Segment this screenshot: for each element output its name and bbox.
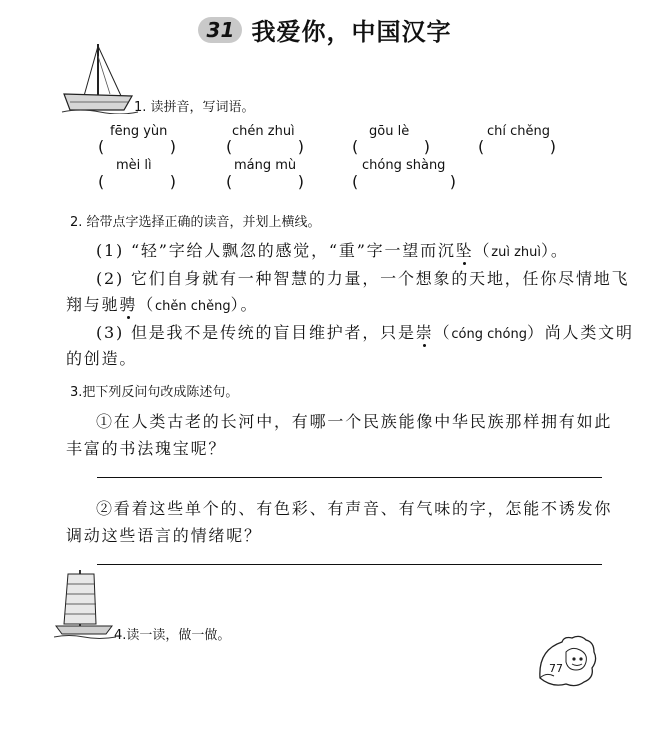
answer-box-1[interactable]: ( )	[98, 137, 176, 156]
pinyin-7: chóng shàng	[362, 158, 446, 173]
answer-line-2[interactable]	[97, 564, 602, 565]
q2-sentence-1: (1) “轻”字给人飘忽的感觉，“重”字一望而沉坠（zuì zhuì）。	[96, 238, 569, 261]
answer-box-7[interactable]: ( )	[352, 172, 456, 191]
q2-sentence-3-line-1: (3) 但是我不是传统的盲目维护者，只是崇（cóng chóng）尚人类文明	[96, 320, 634, 343]
pinyin-2: chén zhuì	[232, 124, 295, 139]
answer-box-6[interactable]: ( )	[226, 172, 304, 191]
pinyin-5: mèi lì	[116, 158, 152, 173]
question-2-heading: 2. 给带点字选择正确的读音，并划上横线。	[70, 215, 321, 230]
question-4-heading: 4.读一读，做一做。	[114, 628, 231, 643]
page-number: 77	[549, 662, 563, 675]
sailboat-icon	[60, 38, 140, 114]
question-1-heading: 1. 读拼音，写词语。	[134, 100, 255, 115]
dotted-char: 崇	[416, 320, 434, 343]
dotted-char: 骋	[119, 292, 137, 315]
answer-box-5[interactable]: ( )	[98, 172, 176, 191]
q2-sentence-2-line-1: (2) 它们自身就有一种智慧的力量，一个想象的天地，任你尽情地飞	[96, 269, 630, 288]
lesson-number-badge: 31	[198, 17, 242, 43]
pinyin-3: gōu lè	[369, 124, 410, 139]
pinyin-choice[interactable]: zuì zhuì	[491, 245, 542, 260]
answer-box-2[interactable]: ( )	[226, 137, 304, 156]
dotted-char: 坠	[456, 238, 474, 261]
pinyin-6: máng mù	[234, 158, 297, 173]
q3-sentence-2-line-2: 调动这些语言的情绪呢？	[66, 526, 262, 545]
pinyin-choice[interactable]: chěn chěng	[155, 299, 231, 314]
answer-line-1[interactable]	[97, 477, 602, 478]
junk-boat-icon	[54, 566, 116, 640]
q3-sentence-1-line-2: 丰富的书法瑰宝呢？	[66, 439, 227, 458]
pinyin-choice[interactable]: cóng chóng	[451, 327, 527, 342]
q2-sentence-3-line-2: 的创造。	[66, 349, 138, 368]
q2-sentence-2-line-2: 翔与驰骋（chěn chěng）。	[66, 292, 258, 315]
answer-box-4[interactable]: ( )	[478, 137, 556, 156]
question-3-heading: 3.把下列反问句改成陈述句。	[70, 385, 239, 400]
q3-sentence-1-line-1: ①在人类古老的长河中，有哪一个民族能像中华民族那样拥有如此	[96, 412, 613, 431]
q3-sentence-2-line-1: ②看着这些单个的、有色彩、有声音、有气味的字，怎能不诱发你	[96, 499, 613, 518]
answer-box-3[interactable]: ( )	[352, 137, 430, 156]
lesson-title: 我爱你，中国汉字	[251, 17, 452, 46]
cartoon-mascot-icon	[536, 632, 600, 690]
pinyin-4: chí chěng	[487, 124, 551, 139]
pinyin-1: fēng yùn	[110, 124, 168, 139]
